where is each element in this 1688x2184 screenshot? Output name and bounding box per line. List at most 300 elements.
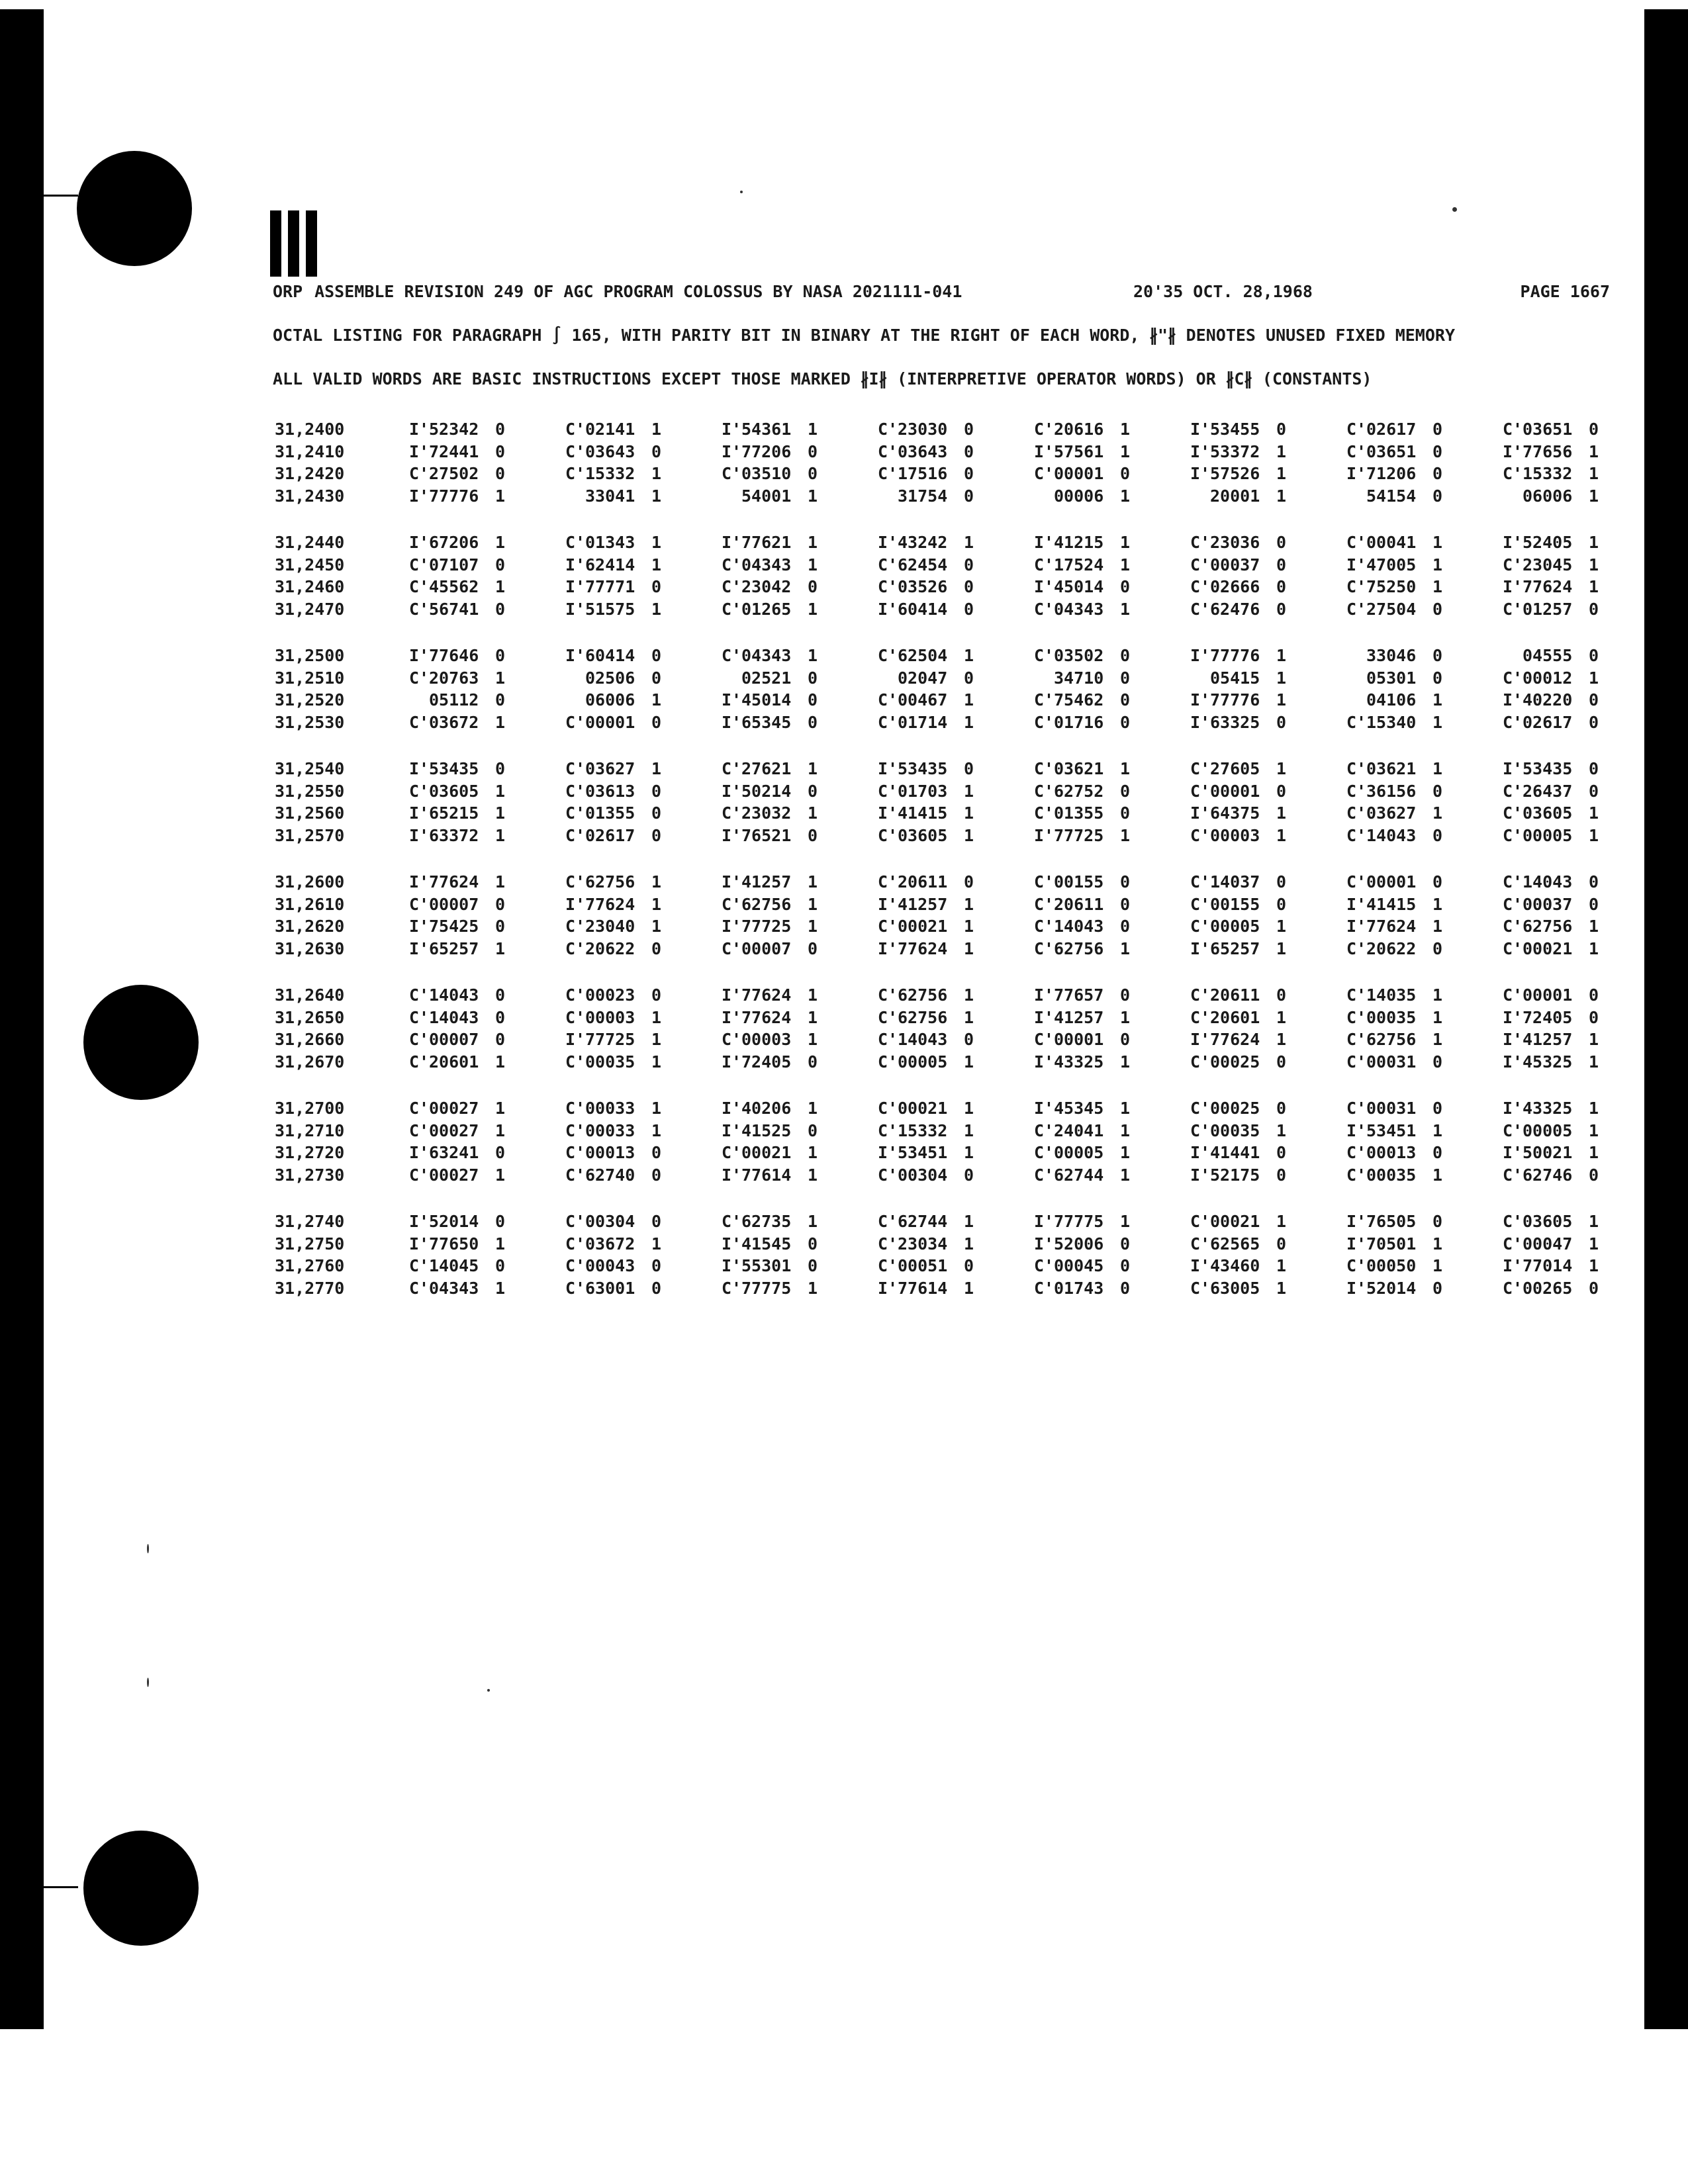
- word-type-marker: C': [1503, 894, 1523, 914]
- word-type-marker: C': [722, 464, 742, 484]
- memory-word: [1034, 917, 1190, 936]
- word-type-marker: C': [1034, 894, 1055, 914]
- scan-speck: [147, 1678, 149, 1687]
- word-type-marker: C': [722, 646, 742, 666]
- word-octal-value: 52014: [429, 1212, 479, 1232]
- word-parity-bit: 0: [1276, 1143, 1287, 1163]
- word-parity-bit: 1: [964, 917, 974, 936]
- memory-word: [1034, 1165, 1190, 1185]
- memory-word: [1503, 464, 1659, 483]
- word-parity-bit: 1: [1589, 577, 1599, 597]
- word-octal-value: 03605: [429, 781, 479, 801]
- word-parity-bit: 0: [1276, 872, 1287, 892]
- word-octal-value: 00031: [1366, 1099, 1417, 1118]
- word-parity-bit: 1: [1120, 825, 1131, 845]
- memory-word: [1190, 1121, 1346, 1140]
- memory-word: [878, 939, 1034, 958]
- word-parity-bit: 0: [1432, 1212, 1443, 1232]
- word-type-marker: C': [565, 1120, 586, 1140]
- memory-word: [878, 826, 1034, 845]
- word-type-marker: [1190, 486, 1210, 506]
- word-type-marker: C': [1346, 420, 1367, 439]
- word-type-marker: I': [722, 441, 742, 461]
- memory-word: [722, 555, 878, 574]
- memory-word: [565, 939, 722, 958]
- memory-word: [409, 668, 565, 688]
- memory-word: [1346, 1121, 1503, 1140]
- word-octal-value: 03651: [1523, 420, 1573, 439]
- memory-word: [1503, 872, 1659, 891]
- memory-word: [1190, 895, 1346, 914]
- word-parity-bit: 0: [1589, 872, 1599, 892]
- word-octal-value: 02617: [585, 825, 635, 845]
- word-octal-value: 63001: [585, 1278, 635, 1298]
- word-type-marker: [1346, 486, 1366, 506]
- word-type-marker: I': [1190, 420, 1211, 439]
- memory-word: [722, 1099, 878, 1118]
- word-parity-bit: 0: [1589, 599, 1599, 619]
- word-type-marker: C': [409, 985, 430, 1005]
- word-type-marker: [565, 690, 585, 709]
- word-parity-bit: 1: [808, 917, 818, 936]
- word-parity-bit: 1: [651, 917, 662, 936]
- memory-word: [722, 803, 878, 823]
- memory-word: [1190, 1030, 1346, 1049]
- word-type-marker: C': [565, 420, 586, 439]
- word-type-marker: I': [1346, 1278, 1367, 1298]
- word-type-marker: C': [1034, 781, 1055, 801]
- word-type-marker: C': [878, 555, 898, 574]
- word-octal-value: 77656: [1523, 441, 1573, 461]
- memory-word: [409, 1212, 565, 1231]
- word-parity-bit: 1: [808, 646, 818, 666]
- word-parity-bit: 0: [964, 464, 974, 484]
- word-parity-bit: 0: [651, 668, 662, 688]
- word-parity-bit: 1: [495, 1120, 506, 1140]
- memory-word: [722, 1256, 878, 1275]
- word-parity-bit: 1: [495, 1099, 506, 1118]
- memory-word: [1190, 533, 1346, 552]
- word-type-marker: C': [1503, 1234, 1523, 1253]
- memory-word: [1346, 668, 1503, 688]
- word-octal-value: 03672: [429, 712, 479, 732]
- word-parity-bit: 0: [964, 668, 974, 688]
- word-octal-value: 77775: [741, 1278, 792, 1298]
- row-address: 31,2550: [275, 781, 345, 801]
- word-parity-bit: 0: [651, 712, 662, 732]
- word-parity-bit: 0: [808, 781, 818, 801]
- listing-block: [275, 871, 1659, 960]
- memory-word: [1034, 577, 1190, 596]
- word-octal-value: 62752: [1054, 781, 1104, 801]
- word-parity-bit: 1: [495, 668, 506, 688]
- word-parity-bit: 1: [1120, 1143, 1131, 1163]
- word-parity-bit: 0: [808, 1052, 818, 1071]
- word-octal-value: 52342: [429, 420, 479, 439]
- word-parity-bit: 1: [1120, 1120, 1131, 1140]
- word-type-marker: C': [409, 781, 430, 801]
- memory-word: [409, 939, 565, 958]
- word-type-marker: C': [1346, 1052, 1367, 1071]
- memory-word: [878, 533, 1034, 552]
- word-parity-bit: 1: [808, 1143, 818, 1163]
- memory-word: [1503, 759, 1659, 778]
- word-parity-bit: 0: [495, 1030, 506, 1050]
- word-parity-bit: 0: [964, 420, 974, 439]
- assembly-timestamp: 20'35 OCT. 28,1968: [1133, 282, 1313, 301]
- word-type-marker: [409, 690, 429, 709]
- word-parity-bit: 0: [1120, 1278, 1131, 1298]
- word-parity-bit: 0: [1589, 1165, 1599, 1185]
- word-type-marker: C': [722, 577, 742, 597]
- memory-word: [722, 985, 878, 1005]
- memory-word: [1034, 646, 1190, 665]
- row-address: 31,2420: [275, 464, 345, 484]
- word-type-marker: I': [409, 486, 430, 506]
- memory-word: [1346, 1165, 1503, 1185]
- word-parity-bit: 1: [1276, 803, 1287, 823]
- memory-word: [722, 486, 878, 506]
- memory-word: [1503, 555, 1659, 574]
- word-octal-value: 62756: [898, 1007, 948, 1027]
- row-address: 31,2530: [275, 712, 345, 732]
- listing-row: [275, 598, 1659, 621]
- word-type-marker: C': [878, 420, 898, 439]
- word-octal-value: 00001: [1523, 985, 1573, 1005]
- word-type-marker: I': [1034, 985, 1055, 1005]
- word-type-marker: I': [878, 894, 898, 914]
- word-type-marker: I': [1190, 712, 1211, 732]
- word-parity-bit: 0: [808, 1120, 818, 1140]
- word-type-marker: C': [1346, 1256, 1367, 1276]
- listing-row: [275, 1277, 1659, 1300]
- row-address: 31,2620: [275, 917, 345, 936]
- word-parity-bit: 0: [808, 577, 818, 597]
- word-octal-value: 03651: [1366, 441, 1417, 461]
- word-parity-bit: 0: [964, 599, 974, 619]
- memory-word: [1190, 1212, 1346, 1231]
- word-octal-value: 77624: [585, 894, 635, 914]
- word-type-marker: I': [1190, 1165, 1211, 1185]
- word-parity-bit: 0: [1589, 646, 1599, 666]
- word-type-marker: C': [1503, 825, 1523, 845]
- word-parity-bit: 1: [495, 1278, 506, 1298]
- memory-word: [565, 420, 722, 439]
- word-parity-bit: 1: [1120, 555, 1131, 574]
- word-parity-bit: 0: [1276, 533, 1287, 553]
- word-type-marker: I': [722, 1165, 742, 1185]
- word-type-marker: C': [1034, 690, 1055, 710]
- word-type-marker: I': [409, 533, 430, 553]
- word-type-marker: I': [1503, 1256, 1523, 1276]
- word-octal-value: 62744: [898, 1212, 948, 1232]
- memory-word: [409, 782, 565, 801]
- memory-word: [722, 872, 878, 891]
- memory-word: [409, 713, 565, 732]
- row-address: 31,2630: [275, 938, 345, 958]
- word-type-marker: C': [1346, 872, 1367, 892]
- memory-word: [1034, 1008, 1190, 1027]
- word-type-marker: C': [409, 577, 430, 597]
- word-type-marker: C': [878, 712, 898, 732]
- word-type-marker: I': [722, 985, 742, 1005]
- memory-word: [565, 713, 722, 732]
- word-parity-bit: 1: [651, 872, 662, 892]
- word-type-marker: C': [1190, 759, 1211, 779]
- word-octal-value: 00043: [585, 1256, 635, 1276]
- memory-word: [1190, 600, 1346, 619]
- row-address: 31,2650: [275, 1007, 345, 1027]
- word-parity-bit: 1: [1432, 1165, 1443, 1185]
- word-type-marker: C': [1190, 1278, 1211, 1298]
- word-type-marker: [1346, 690, 1366, 709]
- word-parity-bit: 0: [1276, 985, 1287, 1005]
- word-octal-value: 00001: [1210, 781, 1260, 801]
- word-type-marker: C': [565, 464, 586, 484]
- word-octal-value: 00003: [1210, 825, 1260, 845]
- memory-word: [878, 442, 1034, 461]
- word-type-marker: C': [565, 1165, 586, 1185]
- word-parity-bit: 1: [651, 1030, 662, 1050]
- word-octal-value: 55301: [741, 1256, 792, 1276]
- word-type-marker: C': [1346, 1165, 1367, 1185]
- word-parity-bit: 0: [1120, 646, 1131, 666]
- word-type-marker: [565, 486, 585, 506]
- word-octal-value: 52006: [1054, 1234, 1104, 1253]
- word-parity-bit: 1: [1276, 1007, 1287, 1027]
- word-type-marker: I': [1503, 1143, 1523, 1163]
- word-type-marker: C': [722, 938, 742, 958]
- word-octal-value: 06006: [585, 690, 635, 710]
- memory-word: [409, 690, 565, 709]
- word-octal-value: 53455: [1210, 420, 1260, 439]
- word-type-marker: C': [722, 803, 742, 823]
- word-parity-bit: 1: [1276, 441, 1287, 461]
- word-parity-bit: 0: [1589, 420, 1599, 439]
- word-parity-bit: 0: [964, 872, 974, 892]
- listing-row: [275, 554, 1659, 576]
- memory-word: [565, 759, 722, 778]
- word-type-marker: I': [1034, 577, 1055, 597]
- word-parity-bit: 1: [495, 825, 506, 845]
- memory-word: [878, 577, 1034, 596]
- word-type-marker: C': [409, 668, 430, 688]
- memory-word: [1190, 939, 1346, 958]
- word-type-marker: C': [1034, 599, 1055, 619]
- word-parity-bit: 0: [495, 1256, 506, 1276]
- word-octal-value: 01257: [1523, 599, 1573, 619]
- word-octal-value: 53451: [898, 1143, 948, 1163]
- word-octal-value: 36156: [1366, 781, 1417, 801]
- memory-word: [1034, 1099, 1190, 1118]
- memory-word: [565, 895, 722, 914]
- word-type-marker: C': [565, 1212, 586, 1232]
- word-parity-bit: 0: [1432, 464, 1443, 484]
- word-type-marker: C': [565, 872, 586, 892]
- word-octal-value: 65215: [429, 803, 479, 823]
- word-parity-bit: 0: [1276, 781, 1287, 801]
- word-parity-bit: 0: [1276, 1165, 1287, 1185]
- scan-speck: [147, 1544, 149, 1553]
- word-parity-bit: 1: [1120, 1052, 1131, 1071]
- word-type-marker: C': [1034, 712, 1055, 732]
- word-parity-bit: 1: [1276, 464, 1287, 484]
- word-octal-value: 62565: [1210, 1234, 1260, 1253]
- word-octal-value: 00001: [1366, 872, 1417, 892]
- word-octal-value: 15340: [1366, 712, 1417, 732]
- word-parity-bit: 1: [1432, 712, 1443, 732]
- word-type-marker: C': [1503, 1212, 1523, 1232]
- memory-word: [878, 803, 1034, 823]
- memory-word: [409, 600, 565, 619]
- memory-word: [409, 1052, 565, 1071]
- word-parity-bit: 1: [964, 1234, 974, 1253]
- word-parity-bit: 1: [1276, 938, 1287, 958]
- word-type-marker: C': [878, 577, 898, 597]
- word-parity-bit: 1: [1276, 1256, 1287, 1276]
- word-type-marker: I': [1190, 464, 1211, 484]
- word-octal-value: 14045: [429, 1256, 479, 1276]
- word-octal-value: 23045: [1523, 555, 1573, 574]
- word-type-marker: C': [1034, 803, 1055, 823]
- memory-word: [878, 1099, 1034, 1118]
- word-octal-value: 00037: [1210, 555, 1260, 574]
- word-octal-value: 27502: [429, 464, 479, 484]
- word-type-marker: C': [565, 1052, 586, 1071]
- row-address: 31,2710: [275, 1120, 345, 1140]
- word-parity-bit: 1: [1276, 825, 1287, 845]
- memory-word: [1503, 1212, 1659, 1231]
- word-octal-value: 76521: [741, 825, 792, 845]
- word-type-marker: I': [1034, 1234, 1055, 1253]
- word-parity-bit: 1: [1589, 1099, 1599, 1118]
- word-type-marker: C': [722, 894, 742, 914]
- word-type-marker: C': [565, 803, 586, 823]
- memory-word: [565, 1121, 722, 1140]
- word-type-marker: C': [409, 1256, 430, 1276]
- word-octal-value: 04343: [741, 646, 792, 666]
- word-type-marker: C': [878, 1052, 898, 1071]
- word-octal-value: 00041: [1366, 533, 1417, 553]
- word-parity-bit: 1: [808, 1007, 818, 1027]
- word-octal-value: 77624: [1523, 577, 1573, 597]
- memory-word: [1034, 1052, 1190, 1071]
- word-parity-bit: 1: [808, 1099, 818, 1118]
- word-parity-bit: 0: [964, 1030, 974, 1050]
- word-type-marker: I': [1346, 1234, 1367, 1253]
- memory-word: [722, 917, 878, 936]
- word-type-marker: I': [1034, 1099, 1055, 1118]
- word-type-marker: C': [1034, 1030, 1055, 1050]
- word-octal-value: 41415: [898, 803, 948, 823]
- memory-word: [878, 1030, 1034, 1049]
- word-type-marker: I': [722, 1052, 742, 1071]
- word-octal-value: 31754: [898, 486, 948, 506]
- word-octal-value: 01355: [585, 803, 635, 823]
- word-type-marker: [1034, 668, 1054, 688]
- word-type-marker: C': [1503, 872, 1523, 892]
- memory-word: [565, 442, 722, 461]
- word-type-marker: C': [565, 1278, 586, 1298]
- word-octal-value: 00027: [429, 1165, 479, 1185]
- memory-word: [1190, 646, 1346, 665]
- word-octal-value: 01265: [741, 599, 792, 619]
- word-octal-value: 15332: [898, 1120, 948, 1140]
- word-octal-value: 41441: [1210, 1143, 1260, 1163]
- word-octal-value: 41525: [741, 1120, 792, 1140]
- word-octal-value: 57561: [1054, 441, 1104, 461]
- memory-word: [1034, 759, 1190, 778]
- word-parity-bit: 0: [1276, 712, 1287, 732]
- row-address: 31,2720: [275, 1143, 345, 1163]
- word-parity-bit: 0: [1276, 555, 1287, 574]
- word-octal-value: 53435: [898, 759, 948, 779]
- word-type-marker: I': [409, 1234, 430, 1253]
- word-octal-value: 45325: [1523, 1052, 1573, 1071]
- word-octal-value: 02666: [1210, 577, 1260, 597]
- word-type-marker: C': [1503, 464, 1523, 484]
- memory-word: [565, 600, 722, 619]
- memory-word: [409, 759, 565, 778]
- word-type-marker: I': [565, 646, 586, 666]
- memory-word: [565, 486, 722, 506]
- word-octal-value: 00005: [1523, 1120, 1573, 1140]
- word-octal-value: 23030: [898, 420, 948, 439]
- word-type-marker: I': [722, 712, 742, 732]
- word-type-marker: C': [1190, 1234, 1211, 1253]
- word-octal-value: 03526: [898, 577, 948, 597]
- word-type-marker: C': [1190, 985, 1211, 1005]
- word-type-marker: C': [878, 441, 898, 461]
- word-octal-value: 00007: [741, 938, 792, 958]
- word-octal-value: 14043: [898, 1030, 948, 1050]
- row-address: 31,2430: [275, 486, 345, 506]
- row-address: 31,2440: [275, 533, 345, 553]
- word-octal-value: 62414: [585, 555, 635, 574]
- word-octal-value: 77624: [429, 872, 479, 892]
- word-octal-value: 03643: [585, 441, 635, 461]
- memory-word: [1190, 872, 1346, 891]
- memory-word: [565, 782, 722, 801]
- memory-word: [1346, 985, 1503, 1005]
- word-octal-value: 41415: [1366, 894, 1417, 914]
- word-octal-value: 65257: [429, 938, 479, 958]
- word-parity-bit: 1: [495, 803, 506, 823]
- memory-word: [565, 1234, 722, 1253]
- memory-word: [565, 464, 722, 483]
- word-parity-bit: 1: [1276, 690, 1287, 710]
- word-octal-value: 27605: [1210, 759, 1260, 779]
- memory-word: [1190, 1256, 1346, 1275]
- word-parity-bit: 0: [651, 1165, 662, 1185]
- word-parity-bit: 0: [808, 464, 818, 484]
- word-type-marker: C': [1190, 533, 1211, 553]
- word-type-marker: I': [1346, 1120, 1367, 1140]
- binder-hole-bottom: [83, 1831, 199, 1946]
- word-type-marker: C': [878, 690, 898, 710]
- word-octal-value: 41257: [898, 894, 948, 914]
- word-parity-bit: 0: [1432, 668, 1443, 688]
- word-octal-value: 00027: [429, 1120, 479, 1140]
- word-type-marker: C': [1346, 712, 1367, 732]
- memory-word: [1034, 486, 1190, 506]
- memory-word: [878, 668, 1034, 688]
- word-type-marker: C': [722, 1212, 742, 1232]
- word-octal-value: 05112: [429, 690, 479, 710]
- word-octal-value: 23032: [741, 803, 792, 823]
- word-type-marker: C': [1346, 1099, 1367, 1118]
- hole-tick-bottom: [44, 1886, 78, 1888]
